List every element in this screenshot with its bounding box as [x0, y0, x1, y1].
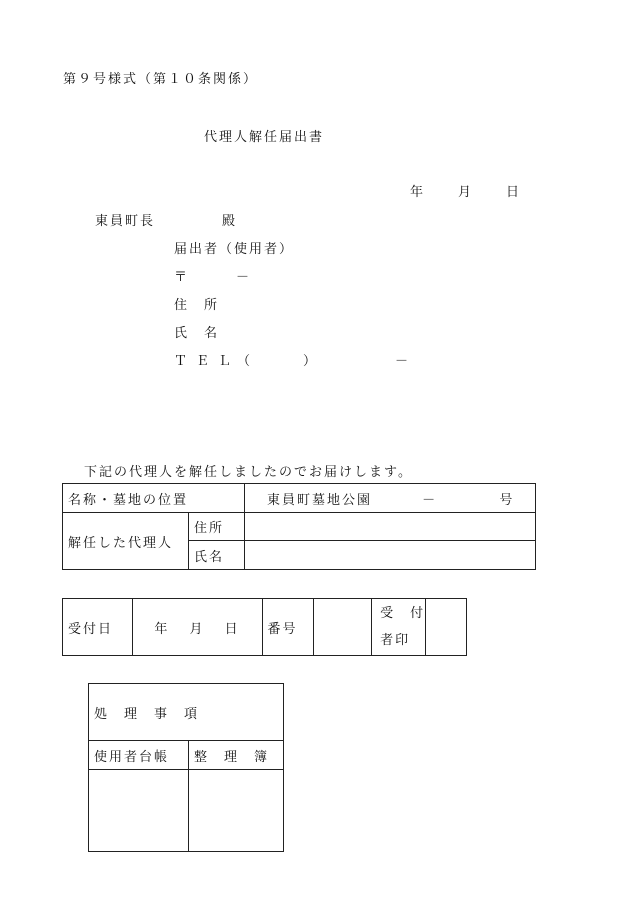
- receipt-seal-field[interactable]: [426, 599, 467, 656]
- agent-name-field[interactable]: [245, 541, 536, 570]
- postal-dash: －: [236, 270, 252, 285]
- agent-address-label: 住所: [189, 513, 245, 541]
- receipt-date-field[interactable]: [133, 599, 262, 656]
- register-label: 整 理 簿: [189, 741, 284, 770]
- applicant-heading: 届出者（使用者）: [174, 242, 295, 257]
- agent-table: [62, 483, 536, 570]
- receipt-number-field[interactable]: [314, 599, 372, 656]
- name-label: 氏 名: [174, 326, 220, 341]
- receipt-year-label: 年: [154, 621, 170, 637]
- register-field[interactable]: [189, 770, 284, 852]
- location-value: 東員町墓地公園: [267, 492, 373, 508]
- postal-mark: 〒: [174, 270, 190, 285]
- addressee-honorific: 殿: [222, 214, 238, 229]
- address-label: 住 所: [174, 298, 220, 313]
- date-month-label: 月: [458, 185, 474, 200]
- agent-name-label: 氏名: [189, 541, 245, 570]
- tel-open-paren: （: [237, 354, 253, 369]
- agent-label: 解任した代理人: [63, 513, 189, 570]
- user-ledger-label: 使用者台帳: [89, 741, 189, 770]
- agent-address-field[interactable]: [245, 513, 536, 541]
- receipt-seal-label-line1: 受 付: [380, 606, 426, 621]
- tel-label: ＴＥＬ: [174, 354, 241, 369]
- receipt-day-label: 日: [224, 621, 240, 637]
- location-label: 名称・墓地の位置: [63, 484, 245, 513]
- form-number: 第９号様式（第１０条関係）: [63, 72, 259, 87]
- tel-dash: －: [395, 354, 411, 369]
- location-dash: －: [422, 492, 438, 508]
- user-ledger-field[interactable]: [89, 770, 189, 852]
- processing-heading: 処 理 事 項: [89, 684, 284, 741]
- document-title: 代理人解任届出書: [204, 130, 325, 145]
- addressee-name: 東員町長: [95, 214, 156, 229]
- receipt-number-label: 番号: [262, 599, 313, 656]
- processing-table: [88, 683, 284, 852]
- receipt-month-label: 月: [189, 621, 205, 637]
- statement-text: 下記の代理人を解任しましたのでお届けします。: [84, 465, 413, 480]
- tel-close-paren: ）: [303, 354, 319, 369]
- receipt-seal-label-line2: 者印: [380, 633, 411, 648]
- receipt-date-label: 受付日: [63, 599, 133, 656]
- receipt-seal-label: [372, 599, 426, 656]
- date-day-label: 日: [506, 185, 522, 200]
- location-suffix: 号: [499, 492, 515, 508]
- date-year-label: 年: [410, 185, 426, 200]
- location-value-cell[interactable]: [245, 484, 536, 513]
- receipt-table: [62, 598, 467, 656]
